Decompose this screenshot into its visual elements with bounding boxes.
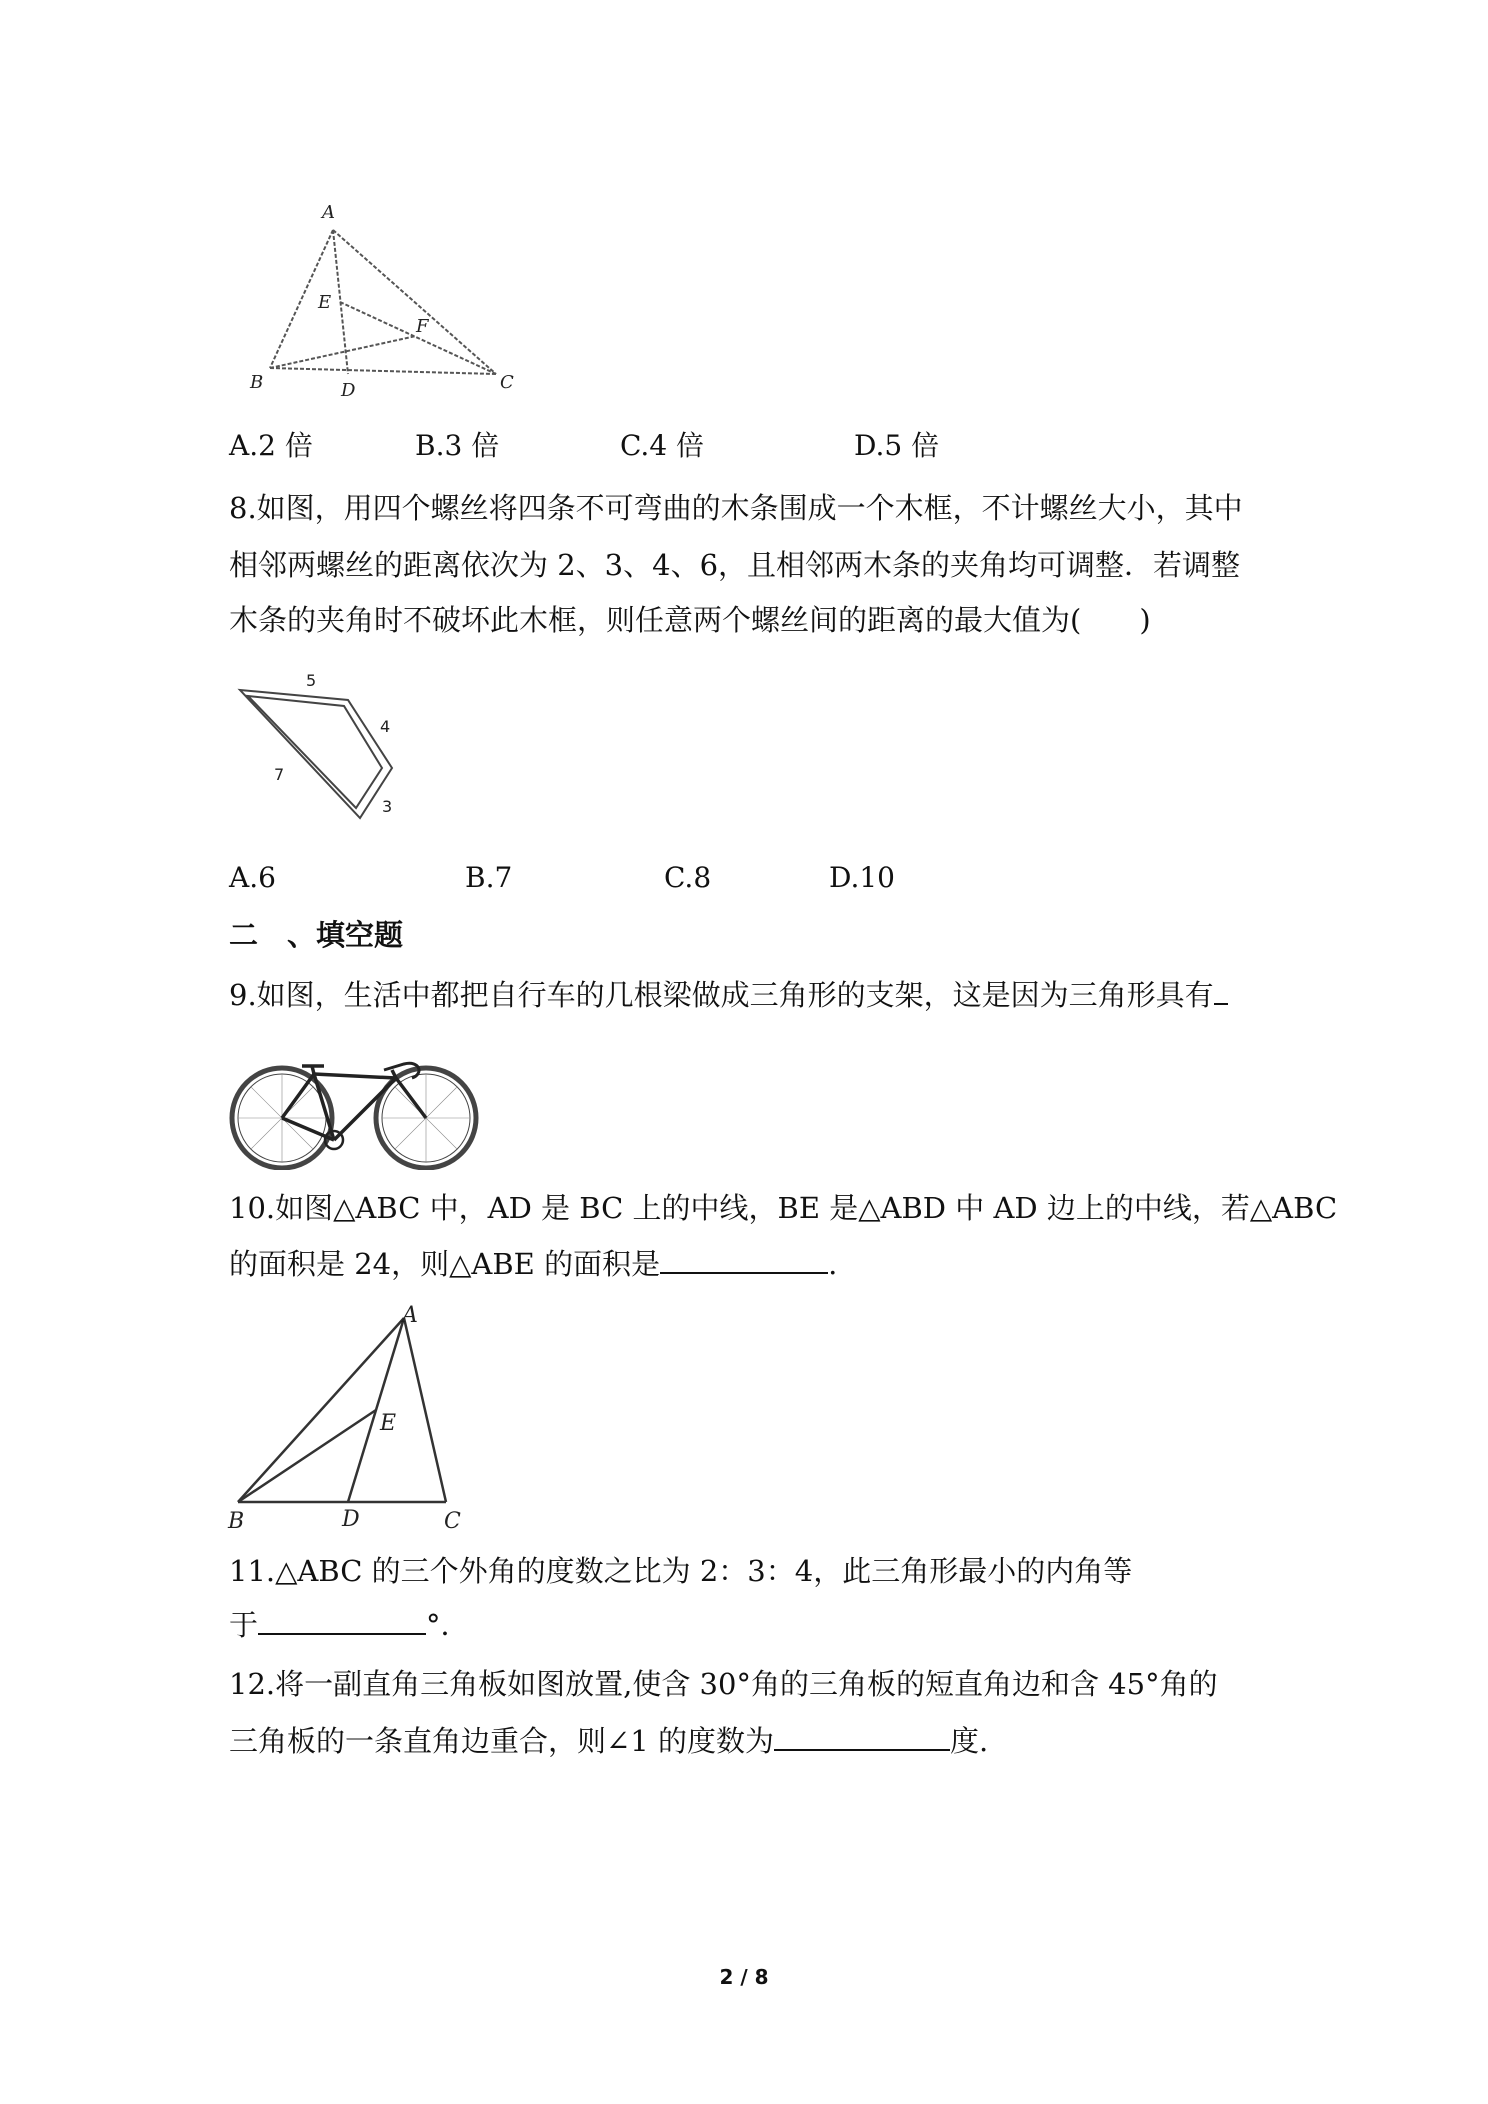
label-c: C xyxy=(444,1509,461,1534)
q12-line-2 xyxy=(229,1721,988,1761)
label-c: C xyxy=(500,372,514,393)
q12-answer-blank[interactable] xyxy=(774,1723,950,1751)
q8-line-3: 木条的夹角时不破坏此木框，则任意两个螺丝间的距离的最大值为( ) xyxy=(229,603,1151,637)
q10-line-1: 10.如图△ABC 中，AD 是 BC 上的中线，BE 是△ABD 中 AD 边上的中线，若△ABC xyxy=(229,1191,1338,1225)
q10-line-2 xyxy=(229,1244,837,1284)
figure-q8-wood-frame xyxy=(232,660,412,835)
q9-text: 9.如图，生活中都把自行车的几根梁做成三角形的支架，这是因为三角形具有 xyxy=(229,978,1214,1012)
label-b: B xyxy=(250,372,264,393)
q11-text: 于 xyxy=(229,1608,259,1642)
q10-text: 的面积是 24，则△ABE 的面积是 xyxy=(229,1247,661,1281)
q9-answer-blank[interactable] xyxy=(1214,977,1228,1005)
label-b: B xyxy=(228,1509,245,1534)
figure-q9-bicycle xyxy=(224,1030,488,1170)
label-a: A xyxy=(402,1303,418,1328)
q7-option-b: B.3 倍 xyxy=(415,429,500,462)
side-label-5: 5 xyxy=(306,671,317,690)
label-e: E xyxy=(318,292,332,313)
q11-line-2 xyxy=(229,1605,470,1645)
figure-q10-triangle xyxy=(224,1302,484,1534)
q10-answer-blank[interactable] xyxy=(660,1246,828,1274)
q12-line-1: 12.将一副直角三角板如图放置,使含 30°角的三角板的短直角边和含 45°角的 xyxy=(229,1667,1218,1701)
q8-line-2: 相邻两螺丝的距离依次为 2、3、4、6，且相邻两木条的夹角均可调整．若调整 xyxy=(229,548,1241,582)
q9-line xyxy=(229,975,1228,1015)
side-label-3: 3 xyxy=(382,797,393,816)
q8-option-a: A.6 xyxy=(229,861,276,894)
q12-text: 三角板的一条直角边重合，则∠1 的度数为 xyxy=(229,1724,774,1758)
q8-option-d: D.10 xyxy=(829,861,895,894)
q8-line-1: 8.如图，用四个螺丝将四条不可弯曲的木条围成一个木框，不计螺丝大小，其中 xyxy=(229,491,1243,525)
label-e: E xyxy=(380,1411,397,1436)
q7-option-c: C.4 倍 xyxy=(620,429,705,462)
section-title-fill-in: 二 、填空题 xyxy=(229,918,404,952)
q8-option-c: C.8 xyxy=(664,861,712,894)
q11-end-mark: °． xyxy=(426,1608,470,1642)
label-d: D xyxy=(341,380,356,400)
label-a: A xyxy=(322,202,335,223)
side-label-7: 7 xyxy=(274,765,285,784)
q8-option-b: B.7 xyxy=(465,861,513,894)
label-d: D xyxy=(342,1507,360,1532)
q11-answer-blank[interactable] xyxy=(258,1607,426,1635)
q12-end-mark: 度. xyxy=(949,1724,989,1758)
q7-option-a: A.2 倍 xyxy=(229,429,313,462)
q7-option-d: D.5 倍 xyxy=(854,429,940,462)
figure-q7-triangle xyxy=(238,198,528,400)
label-f: F xyxy=(416,316,429,337)
page-number: 2 / 8 xyxy=(719,1965,769,1989)
q11-line-1: 11.△ABC 的三个外角的度数之比为 2：3：4，此三角形最小的内角等 xyxy=(229,1554,1133,1588)
side-label-4: 4 xyxy=(380,717,391,736)
q10-end-mark: . xyxy=(828,1247,838,1281)
